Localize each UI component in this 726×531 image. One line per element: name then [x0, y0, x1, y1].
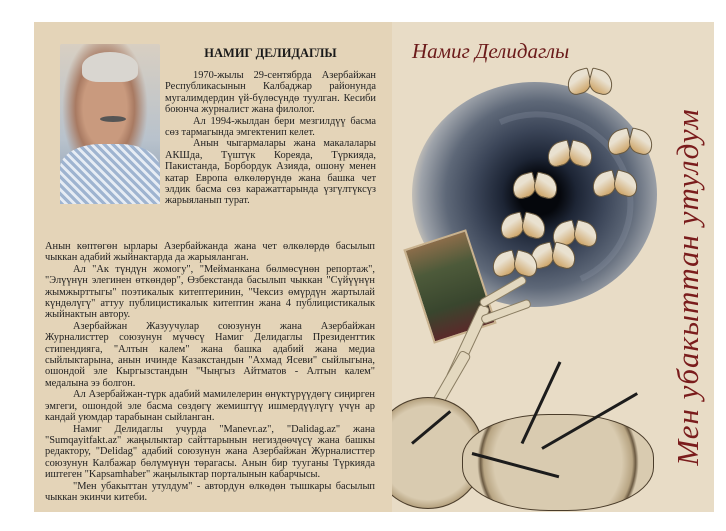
- author-heading: НАМИГ ДЕЛИДАГЛЫ: [204, 46, 337, 60]
- moth-icon: [512, 174, 558, 200]
- bio-paragraph: Анын көптөгөн ырлары Азербайжанда жана чет өлкөлөрдө басылып чыккан адабий жыйнактарда да жарыяланган.: [45, 241, 375, 264]
- cover-title: Мен убакыттан утулдум: [670, 108, 705, 466]
- bio-paragraph: Ал 1994-жылдан бери мезгилдүү басма сөз тармагында эмгектенип келет.: [165, 115, 376, 139]
- bio-paragraph: Ал Азербайжан-түрк адабий мамилелерин өнүктүрүүдөгү сиңирген эмгеги, ошондой эле басма сөздөгү жемиштүү ишмердүүлүгү үчүн ар кандай уюмдар тарабынан сыйланган.: [45, 389, 375, 424]
- moth-icon: [592, 172, 638, 198]
- cover-author: Намиг Делидаглы: [412, 39, 570, 63]
- bio-paragraph: "Мен убакыттан утулдум" - автордун өлкөдөн тышкары басылып чыккан экинчи китеби.: [45, 480, 375, 503]
- bio-paragraph: Азербайжан Жазуучулар союзунун жана Азербайжан Журналисттер союзунун мүчөсү Намиг Делидаглы Президенттик стипендияга, "Алтын калем" жана башка адабий жана медиа сыйлыктарына, анын ичинде Казакстандын "Ахмад Ясеви" сыйлыгына, ошондой эле Кыргызстандын "Чыңгыз Айтматов - Алтын калем" медалына ээ болгон.: [45, 320, 375, 389]
- bio-column-top: [165, 70, 376, 207]
- front-cover: [392, 22, 714, 512]
- moth-icon: [567, 70, 613, 96]
- bio-paragraph: Анын чыгармалары жана макалалары АКШда, Түштүк Кореяда, Түркияда, Пакистанда, Борбордук Азияда, ошону менен катар Европа өлкөлөрүндө жана башка чет элдик басма сөз каражаттарында үзгүлтүксүз жарыяланып турат.: [165, 138, 376, 207]
- author-photo: [60, 44, 160, 204]
- back-cover: [34, 22, 392, 512]
- bio-column-bottom: [45, 241, 375, 503]
- clock-illustration: [462, 414, 654, 511]
- moth-icon: [500, 214, 546, 240]
- moth-icon: [547, 142, 593, 168]
- bio-paragraph: Намиг Делидаглы учурда "Manevr.az", "Dalidag.az" жана "Sumqayitfakt.az" жаңылыктар сайттарынын негиздөөчүсү жана башкы редактору, "Delidag" адабий союзунун жана Азербайжан Журналисттер союзунун Калбажар бөлүмүнүн төрагасы. Анын бир тууганы Түркияда иштеген "Kapsamhaber" жаңылыктар порталынын кабарчысы.: [45, 423, 375, 481]
- bio-paragraph: Ал "Ак түндүн жомогу", "Мейманкана бөлмөсүнөн репортаж", "Элүүнүн элегинен өткөндөр", Өзбекстанда басылып чыккан "Сүйүүнүн жымжырттыгы" поэтикалык китептеринин, "Чексиз өмүрдүн жартылай күндөлүгү" аттуу публицистикалык китептин жана 4 публицистикалык жыйнактын автору.: [45, 263, 375, 321]
- moth-icon: [607, 130, 653, 156]
- bio-paragraph: 1970-жылы 29-сентябрда Азербайжан Республикасынын Калбаджар районунда мугалимдердин үй-бүлөсүндө туулган. Кесиби боюнча журналист жана филолог.: [165, 70, 376, 116]
- moth-icon: [492, 252, 538, 278]
